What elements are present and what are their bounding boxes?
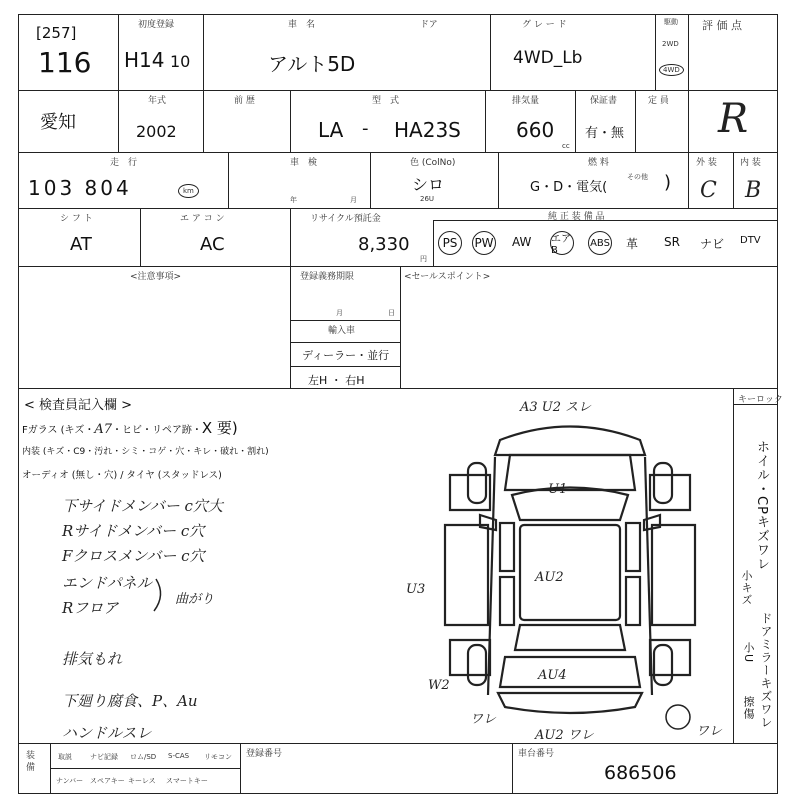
capacity-label: 定 員 — [648, 96, 669, 106]
damage-mark: W2 — [428, 678, 450, 693]
footer-equip-label: 装備 — [26, 751, 36, 773]
yen-unit: 円 — [420, 255, 427, 263]
row-line — [18, 90, 778, 91]
bracket-note: 曲がり — [175, 592, 215, 607]
equipment-6: SR — [664, 235, 680, 249]
model-prefix: LA — [318, 118, 344, 142]
footer-option: ナビ記録 — [90, 753, 118, 761]
footer-option: 取説 — [58, 753, 72, 761]
color-code: 26U — [420, 195, 435, 203]
handwritten-note: 下廻り腐食、P、Au — [62, 692, 198, 710]
footer-option: スマートキー — [166, 777, 208, 785]
car-diagram — [420, 395, 720, 735]
color: シロ — [412, 175, 445, 194]
chassis-number: 686506 — [604, 762, 677, 784]
audio-tire-line: オーディオ (無し・穴) / タイヤ (スタッドレス) — [22, 470, 222, 481]
row-line — [18, 208, 778, 209]
equipment-5: 革 — [626, 237, 639, 251]
fuel-close: ) — [664, 172, 672, 193]
model-code: HA23S — [394, 118, 461, 142]
lot-bracket: [257] — [36, 24, 77, 42]
mileage-label: 走 行 — [110, 158, 138, 168]
cc-unit: cc — [562, 142, 570, 150]
footer-option: リモコン — [204, 753, 232, 761]
equipment-2: AW — [512, 235, 532, 249]
interior-line: 内装 (キズ・C9・汚れ・シミ・コゲ・穴・キレ・破れ・割れ) — [22, 447, 269, 457]
damage-mark: AU2 ワレ — [535, 728, 594, 743]
footer-option: キーレス — [128, 777, 156, 785]
footer-option: S-CAS — [168, 752, 190, 760]
import-label: 輸入車 — [328, 326, 356, 336]
drive-4wd-circled: 4WD — [659, 64, 684, 76]
row-line — [18, 743, 778, 744]
side-note: ドアミラーキズワレ — [759, 612, 773, 729]
shift: AT — [70, 234, 92, 255]
km-unit-circled: km — [178, 184, 199, 198]
handwritten-note: Rサイドメンバー c穴 — [62, 522, 205, 540]
row-line — [18, 152, 778, 153]
interior-label: 内 装 — [740, 158, 761, 168]
damage-mark: A3 U2 スレ — [520, 400, 592, 415]
dealer-option: ディーラー・並行 — [302, 349, 390, 362]
footer-option: ナンバー — [56, 777, 84, 785]
damage-mark: AU4 — [538, 668, 567, 683]
bracket-mark — [150, 575, 170, 615]
year-unit: 年 — [290, 196, 297, 204]
fuel-label: 燃 料 — [588, 158, 609, 168]
mileage: 103 804 — [28, 176, 132, 200]
fuel-other: その他 — [627, 173, 648, 181]
damage-mark: ワレ — [470, 712, 497, 727]
color-label: 色 (ColNo) — [410, 158, 456, 168]
car-name-label: 車 名 — [288, 20, 316, 30]
chassis-label: 車台番号 — [518, 749, 555, 759]
year-label: 年式 — [148, 96, 167, 106]
first-reg-value: H14 — [124, 48, 165, 72]
grade: 4WD_Lb — [513, 48, 583, 68]
shift-label: シ フ ト — [60, 214, 93, 224]
lot-number: 116 — [38, 46, 92, 79]
interior: B — [745, 178, 762, 203]
caution-label: <注意事項> — [130, 272, 182, 282]
row-line — [18, 266, 778, 267]
exterior-label: 外 装 — [696, 158, 717, 168]
damage-mark: U3 — [406, 582, 426, 597]
damage-mark: AU2 — [535, 570, 564, 585]
deregistration-label: 登録義務期限 — [300, 272, 355, 282]
handwritten-note: エンドパネル — [62, 574, 152, 592]
glass-scribble: A7 — [94, 422, 113, 437]
day-label: 日 — [388, 309, 395, 317]
drive-label: 駆動 — [664, 18, 678, 26]
aircon-label: エ ア コ ン — [180, 214, 225, 224]
warranty-label: 保証書 — [590, 96, 618, 106]
first-reg-month: 10 — [170, 52, 191, 71]
equipment-8: DTV — [740, 235, 761, 246]
score: R — [718, 96, 749, 142]
reg-number-label: 登録番号 — [246, 749, 283, 759]
handwritten-note: 下サイドメンバー c穴大 — [62, 497, 223, 515]
keylock-label: キーロック — [738, 395, 783, 405]
recycle: 8,330 — [358, 234, 410, 255]
inspection-title: < 検査員記入欄 > — [24, 398, 133, 413]
equip-label: 純 正 装 備 品 — [548, 212, 605, 222]
car-name: アルト5D — [268, 52, 356, 76]
score-label: 評 価 点 — [702, 19, 742, 32]
door-label: ドア — [420, 20, 438, 30]
damage-mark: U1 — [548, 482, 568, 497]
warranty: 有・無 — [585, 126, 625, 141]
displacement: 660 — [516, 118, 555, 142]
handwritten-note: 排気もれ — [62, 650, 123, 668]
model-label: 型 式 — [372, 96, 400, 106]
row-line — [18, 388, 778, 389]
inspection-label: 車 検 — [290, 158, 318, 168]
equipment-3: エアB — [550, 231, 574, 255]
drive-2wd: 2WD — [662, 40, 679, 48]
month-label: 月 — [336, 309, 343, 317]
year: 2002 — [136, 122, 177, 141]
model-dash: - — [362, 118, 369, 139]
glass-mark: X 要) — [201, 419, 238, 437]
side-note: 小キズ — [740, 570, 753, 606]
recycle-label: リサイクル預託金 — [310, 214, 381, 224]
equipment-7: ナビ — [700, 237, 725, 251]
handwritten-note: Fクロスメンバー c穴 — [62, 547, 205, 565]
grade-label: グ レ ー ド — [522, 20, 567, 30]
fuel: G・D・電気( — [530, 180, 608, 195]
month-unit: 月 — [350, 196, 357, 204]
equipment-1: PW — [472, 231, 496, 255]
aircon: AC — [200, 234, 225, 255]
footer-option: ロム/SD — [130, 753, 157, 761]
region: 愛知 — [40, 112, 76, 133]
damage-mark: ワレ — [696, 724, 723, 739]
handwritten-note: ハンドルスレ — [62, 724, 152, 742]
equipment-4: ABS — [588, 231, 612, 255]
equipment-0: PS — [438, 231, 462, 255]
handwritten-note: Rフロア — [62, 599, 119, 617]
first-reg-label: 初度登録 — [138, 20, 175, 30]
side-note: 擦傷 — [742, 696, 755, 720]
side-note: ホイル・CPキズワレ — [754, 440, 769, 571]
exterior: C — [700, 178, 717, 203]
glass-line — [22, 417, 238, 438]
side-note: 小U — [742, 642, 755, 664]
glass-text-mid: ・ヒビ・リペア跡・ — [112, 425, 202, 436]
glass-text-pre: Fガラス (キズ・ — [22, 425, 95, 436]
footer-option: スペアキー — [90, 777, 125, 785]
sales-label: <セールスポイント> — [404, 272, 491, 282]
displacement-label: 排気量 — [512, 96, 540, 106]
handle-option: 左H ・ 右H — [308, 374, 365, 387]
history-label: 前 歴 — [234, 96, 255, 106]
